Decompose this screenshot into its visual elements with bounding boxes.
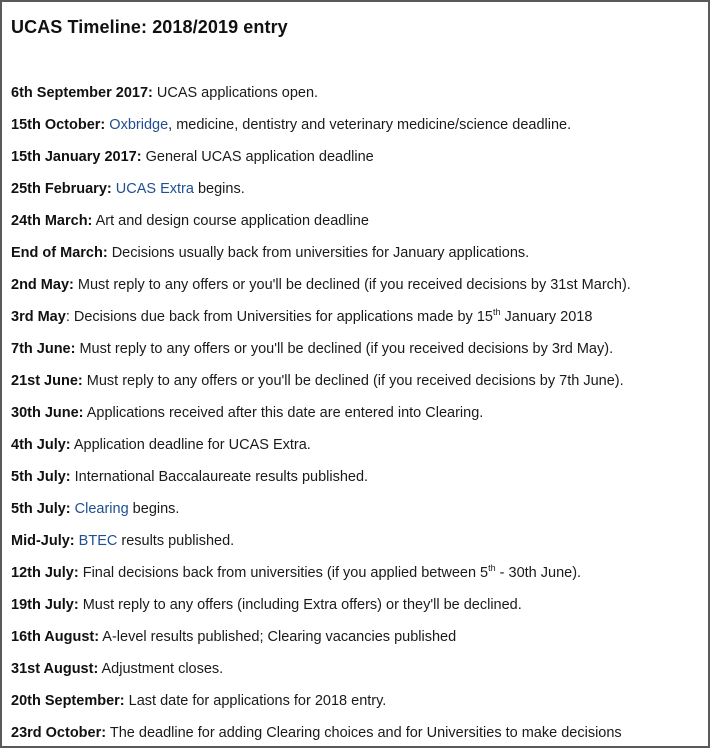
timeline-text: The deadline for adding Clearing choices and for Universities to make decisions xyxy=(106,725,622,741)
timeline-date: 4th July: xyxy=(11,437,71,453)
timeline-text: Application deadline for UCAS Extra. xyxy=(70,437,311,453)
timeline-text: begins. xyxy=(193,181,245,197)
timeline-text: A-level results published; Clearing vacancies published xyxy=(99,629,457,645)
timeline-date: 7th June: xyxy=(11,341,76,357)
clearing-link[interactable]: Clearing xyxy=(74,501,129,517)
timeline-text: UCAS applications open. xyxy=(152,85,319,101)
timeline-row-3rd-may xyxy=(11,307,705,339)
timeline-text: Must reply to any offers or you'll be declined (if you received decisions by 7th June). xyxy=(82,373,624,389)
timeline-text: Adjustment closes. xyxy=(98,661,224,677)
timeline-text: International Baccalaureate results published. xyxy=(70,469,369,485)
timeline-text: results published. xyxy=(117,533,235,549)
timeline-date: 12th July: xyxy=(11,565,79,581)
timeline-row-30th-june xyxy=(11,403,705,435)
timeline-text: Art and design course application deadline xyxy=(92,213,369,229)
timeline-text: : Decisions due back from Universities for applications made by 15 xyxy=(65,309,493,325)
timeline-row-oxbridge-deadline xyxy=(11,115,705,147)
timeline-date: 2nd May: xyxy=(11,277,74,293)
timeline-row-end-march xyxy=(11,243,705,275)
ucas-extra-link[interactable]: UCAS Extra xyxy=(115,181,194,197)
timeline-text: Decisions usually back from universities for January applications. xyxy=(107,245,530,261)
timeline-row-16th-august xyxy=(11,627,705,659)
timeline-row-applications-open xyxy=(11,83,705,115)
timeline-row-23rd-october xyxy=(11,723,705,748)
timeline-row-7th-june xyxy=(11,339,705,371)
timeline-text: Final decisions back from universities (if you applied between 5 xyxy=(78,565,489,581)
timeline-text-after: - 30th June). xyxy=(495,565,582,581)
timeline-date: 25th February: xyxy=(11,181,112,197)
timeline-text: Applications received after this date are entered into Clearing. xyxy=(83,405,484,421)
timeline-date: 21st June: xyxy=(11,373,83,389)
timeline-row-general-deadline xyxy=(11,147,705,179)
timeline-date: 31st August: xyxy=(11,661,99,677)
timeline-row-20th-september xyxy=(11,691,705,723)
timeline-date: 19th July: xyxy=(11,597,79,613)
timeline-text: begins. xyxy=(128,501,180,517)
timeline-date: 20th September: xyxy=(11,693,125,709)
timeline-row-ucas-extra xyxy=(11,179,705,211)
timeline-date: 16th August: xyxy=(11,629,100,645)
timeline-list xyxy=(11,83,705,748)
timeline-text: General UCAS application deadline xyxy=(141,149,374,165)
timeline-date: 30th June: xyxy=(11,405,84,421)
timeline-text: Must reply to any offers (including Extra offers) or they'll be declined. xyxy=(78,597,522,613)
timeline-text: Last date for applications for 2018 entry. xyxy=(124,693,387,709)
timeline-date: 5th July: xyxy=(11,501,71,517)
timeline-date: 24th March: xyxy=(11,213,93,229)
timeline-row-mid-july xyxy=(11,531,705,563)
timeline-row-2nd-may xyxy=(11,275,705,307)
timeline-text: Must reply to any offers or you'll be declined (if you received decisions by 31st March). xyxy=(73,277,631,293)
timeline-row-4th-july xyxy=(11,435,705,467)
timeline-date: 15th October: xyxy=(11,117,106,133)
superscript: th xyxy=(492,307,501,317)
timeline-text-after: January 2018 xyxy=(500,309,593,325)
timeline-date: 15th January 2017: xyxy=(11,149,142,165)
timeline-date: 3rd May xyxy=(11,309,66,325)
timeline-row-art-design xyxy=(11,211,705,243)
timeline-row-21st-june xyxy=(11,371,705,403)
timeline-row-5th-july-ib xyxy=(11,467,705,499)
timeline-row-19th-july xyxy=(11,595,705,627)
timeline-row-31st-august xyxy=(11,659,705,691)
timeline-row-5th-july-clearing xyxy=(11,499,705,531)
btec-link[interactable]: BTEC xyxy=(78,533,118,549)
timeline-date: 5th July: xyxy=(11,469,71,485)
page-title: UCAS Timeline: 2018/2019 entry xyxy=(11,17,288,37)
superscript: th xyxy=(488,563,496,573)
timeline-date: Mid-July: xyxy=(11,533,75,549)
timeline-date: 23rd October: xyxy=(11,725,107,741)
timeline-row-12th-july xyxy=(11,563,705,595)
timeline-date: 6th September 2017: xyxy=(11,85,153,101)
timeline-text: Must reply to any offers or you'll be declined (if you received decisions by 3rd May). xyxy=(75,341,614,357)
timeline-text: , medicine, dentistry and veterinary medicine/science deadline. xyxy=(168,117,572,133)
oxbridge-link[interactable]: Oxbridge xyxy=(109,117,169,133)
timeline-date: End of March: xyxy=(11,245,108,261)
